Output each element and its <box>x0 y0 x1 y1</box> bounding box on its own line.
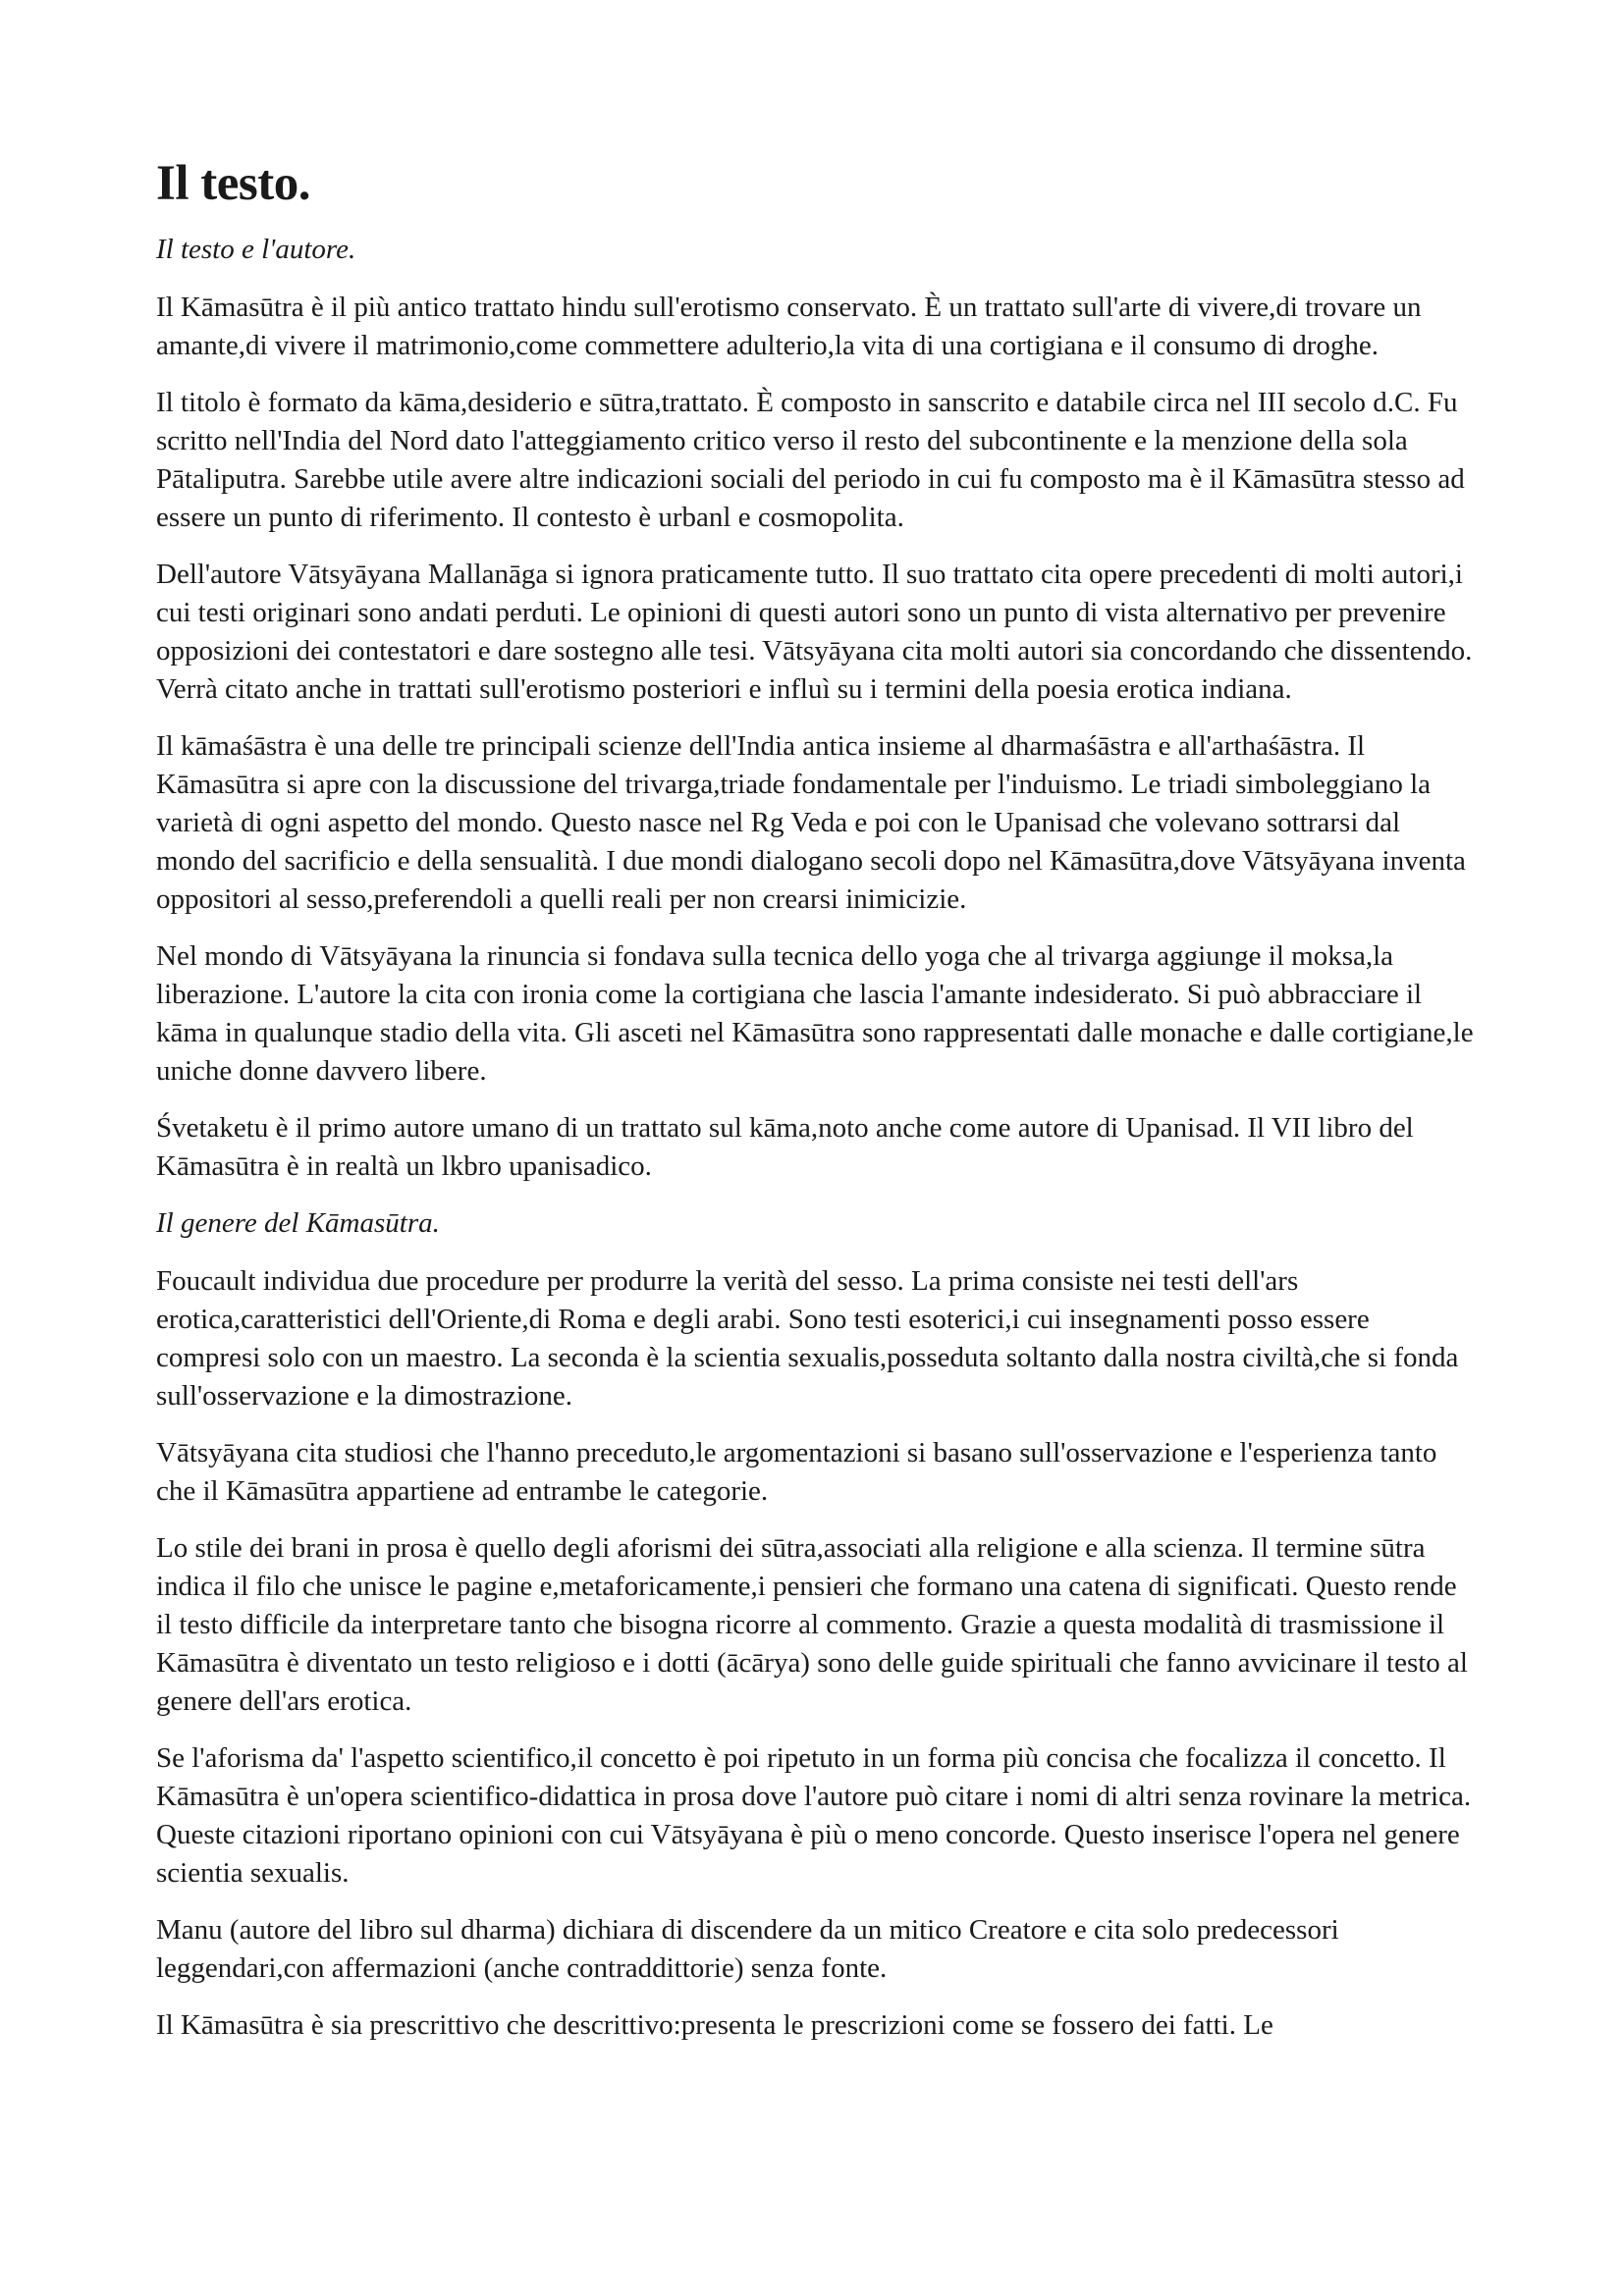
paragraph: Manu (autore del libro sul dharma) dichiara di discendere da un mitico Creatore e cita solo predecessori leggendari,con affermazioni (anche contraddittorie) senza fonte. <box>156 1913 1339 1984</box>
paragraph: Foucault individua due procedure per produrre la verità del sesso. La prima consiste nei testi dell'ars erotica,caratteristici dell'Oriente,di Roma e degli arabi. Sono testi esoterici,i cui insegnamenti posso essere compresi solo con un maestro. La seconda è la scientia sexualis,posseduta soltanto dalla nostra civiltà,che si fonda sull'osservazione e la dimostrazione. <box>156 1264 1459 1412</box>
paragraph: Se l'aforisma da' l'aspetto scientifico,il concetto è poi ripetuto in un forma più concisa che focalizza il concetto. Il Kāmasūtra è un'opera scientifico-didattica in prosa dove l'autore può citare i nomi di altri senza rovinare la metrica. Queste citazioni riportano opinioni con cui Vātsyāyana è più o meno concorde. Questo inserisce l'opera nel genere scientia sexualis. <box>156 1741 1472 1889</box>
paragraph: Nel mondo di Vātsyāyana la rinuncia si fondava sulla tecnica dello yoga che al trivarga aggiunge il moksa,la liberazione. L'autore la cita con ironia come la cortigiana che lascia l'amante indesiderato. Si può abbracciare il kāma in qualunque stadio della vita. Gli asceti nel Kāmasūtra sono rappresentati dalle monache e dalle cortigiane,le uniche donne davvero libere. <box>156 939 1474 1087</box>
paragraph: Il titolo è formato da kāma,desiderio e sūtra,trattato. È composto in sanscrito e databile circa nel III secolo d.C. Fu scritto nell'India del Nord dato l'atteggiamento critico verso il resto del subcontinente e la menzione della sola Pātaliputra. Sarebbe utile avere altre indicazioni sociali del periodo in cui fu composto ma è il Kāmasūtra stesso ad essere un punto di riferimento. Il contesto è urbanl e cosmopolita. <box>156 386 1465 533</box>
paragraph: Śvetaketu è il primo autore umano di un trattato sul kāma,noto anche come autore di Upanisad. Il VII libro del Kāmasūtra è in realtà un lkbro upanisadico. <box>156 1111 1414 1182</box>
page-title: Il testo. <box>156 156 310 211</box>
paragraph: Vātsyāyana cita studiosi che l'hanno preceduto,le argomentazioni si basano sull'osservazione e l'esperienza tanto che il Kāmasūtra appartiene ad entrambe le categorie. <box>156 1436 1437 1507</box>
section-heading-author: Il testo e l'autore. <box>156 233 356 265</box>
paragraph: Il Kāmasūtra è il più antico trattato hindu sull'erotismo conservato. È un trattato sull'arte di vivere,di trovare un amante,di vivere il matrimonio,come commettere adulterio,la vita di una cortigiana e il consumo di droghe. <box>156 291 1422 361</box>
section-heading-genre: Il genere del Kāmasūtra. <box>156 1206 440 1239</box>
paragraph: Dell'autore Vātsyāyana Mallanāga si ignora praticamente tutto. Il suo trattato cita opere precedenti di molti autori,i cui testi originari sono andati perduti. Le opinioni di questi autori sono un punto di vista alternativo per prevenire opposizioni dei contestatori e dare sostegno alle tesi. Vātsyāyana cita molti autori sia concordando che dissentendo. Verrà citato anche in trattati sull'erotismo posteriori e influì su i termini della poesia erotica indiana. <box>156 558 1473 705</box>
paragraph: Il kāmaśāstra è una delle tre principali scienze dell'India antica insieme al dharmaśāstra e all'arthaśāstra. Il Kāmasūtra si apre con la discussione del trivarga,triade fondamentale per l'induismo. Le triadi simboleggiano la varietà di ogni aspetto del mondo. Questo nasce nel Rg Veda e poi con le Upanisad che volevano sottrarsi dal mondo del sacrificio e della sensualità. I due mondi dialogano secoli dopo nel Kāmasūtra,dove Vātsyāyana inventa oppositori al sesso,preferendoli a quelli reali per non crearsi inimicizie. <box>156 729 1466 915</box>
paragraph: Lo stile dei brani in prosa è quello degli aforismi dei sūtra,associati alla religione e alla scienza. Il termine sūtra indica il filo che unisce le pagine e,metaforicamente,i pensieri che formano una catena di significati. Questo rende il testo difficile da interpretare tanto che bisogna ricorre al commento. Grazie a questa modalità di trasmissione il Kāmasūtra è diventato un testo religioso e i dotti (ācārya) sono delle guide spirituali che fanno avvicinare il testo al genere dell'ars erotica. <box>156 1531 1468 1717</box>
paragraph: Il Kāmasūtra è sia prescrittivo che descrittivo:presenta le prescrizioni come se fossero dei fatti. Le <box>156 2008 1273 2041</box>
